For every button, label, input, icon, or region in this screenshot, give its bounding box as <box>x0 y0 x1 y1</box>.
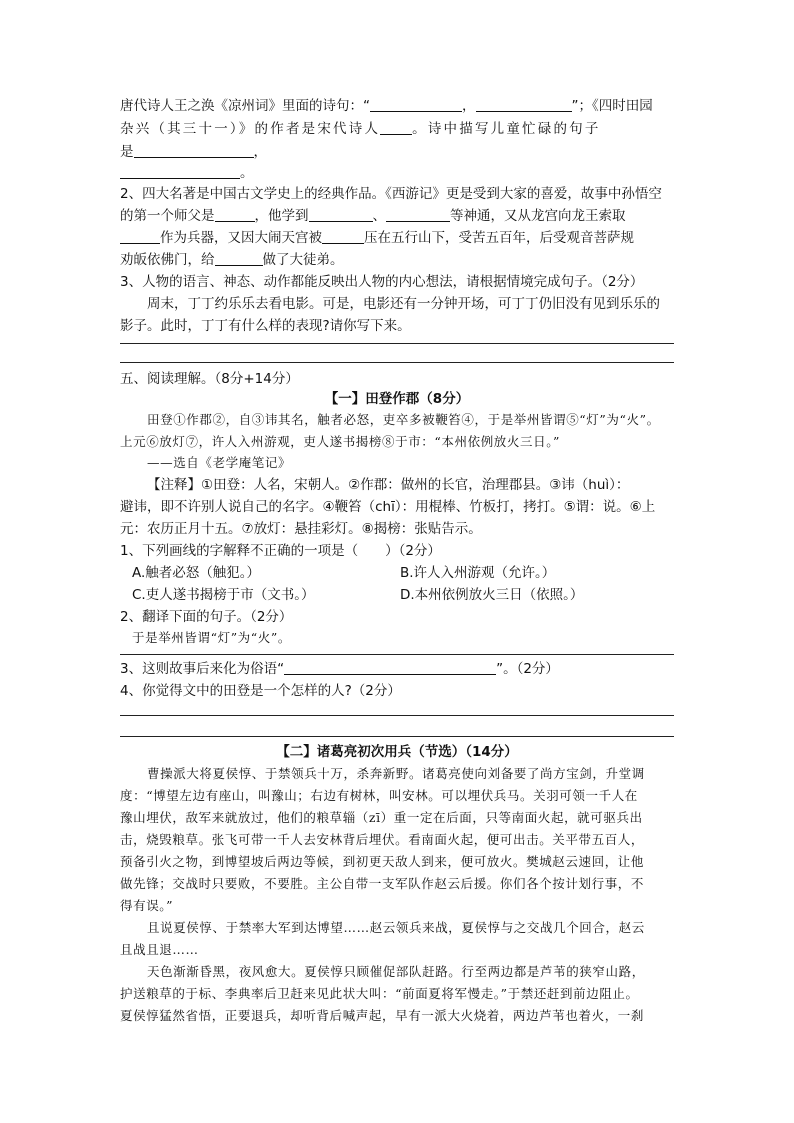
part1-title: 【一】田登作郡（8分） <box>324 391 470 407</box>
q1-line2 <box>120 119 601 139</box>
q2-line4 <box>120 250 344 270</box>
text: ，他学到 <box>254 208 309 224</box>
text: ， <box>253 144 267 160</box>
q3-scenario-cont: 影子。此时，丁丁有什么样的表现?请你写下来。 <box>120 318 411 334</box>
text: 。诗中描写儿童忙碌的句子 <box>412 121 601 137</box>
answer-blank[interactable] <box>120 164 240 179</box>
note-line: 元：农历正月十五。⑦放灯：悬挂彩灯。⑧揭榜：张贴告示。 <box>120 521 482 537</box>
q2-sentence: 于是举州皆谓“灯”为“火”。 <box>132 630 291 645</box>
q2-line1: 2、四大名著是中国古文学史上的经典作品。《西游记》更是受到大家的喜爱，故事中孙悟空 <box>120 186 662 202</box>
passage2-line: 豫山埋伏，敌军来就放过，他们的粮草辎（zī）重一定在后面，只等南面火起，就可驱兵出 <box>120 810 643 825</box>
text: 作为兵器，又因大闹天宫被 <box>160 230 322 246</box>
text: 、 <box>372 208 386 224</box>
answer-blank[interactable] <box>370 97 462 112</box>
q2-line3 <box>120 228 634 248</box>
note-line: 避讳，即不许别人说自己的名字。④鞭笞（chī）：用棍棒、竹板打，拷打。⑤谓：说。⑥上 <box>120 499 656 515</box>
part2-title: 【二】诸葛亮初次用兵（节选）（14分） <box>276 744 518 760</box>
option-b[interactable]: B.许人入州游观（允许。） <box>400 565 556 581</box>
q4-stem: 4、你觉得文中的田登是一个怎样的人?（2分） <box>120 683 401 699</box>
option-d[interactable]: D.本州依例放火三日（依照。） <box>400 587 584 603</box>
answer-blank[interactable] <box>284 660 496 675</box>
answer-blank[interactable] <box>476 97 572 112</box>
passage2-line: 夏侯惇猛然省悟，正要退兵，却听背后喊声起，早有一派大火烧着，两边芦苇也着火，一刹 <box>120 1008 645 1023</box>
answer-blank[interactable] <box>380 120 412 135</box>
answer-line[interactable] <box>120 654 674 655</box>
answer-line[interactable] <box>120 362 674 363</box>
answer-blank[interactable] <box>120 229 160 244</box>
text: ， <box>462 98 476 114</box>
passage2-line: 度：“博望左边有座山，叫豫山；右边有树林，叫安林。可以埋伏兵马。关羽可领一千人在 <box>120 788 638 803</box>
text: 。 <box>240 165 254 181</box>
text: ”。（2分） <box>496 661 559 677</box>
answer-line[interactable] <box>120 736 674 737</box>
passage2-line: 天色渐渐昏黑，夜风愈大。夏侯惇只顾催促部队赶路。行至两边都是芦苇的狭窄山路， <box>147 964 645 979</box>
answer-line[interactable] <box>120 343 674 344</box>
option-c[interactable]: C.吏人遂书揭榜于市（文书。） <box>132 587 315 603</box>
text: 杂兴（其三十一）》的作者是宋代诗人 <box>120 121 381 137</box>
answer-blank[interactable] <box>386 207 450 222</box>
answer-blank[interactable] <box>215 207 255 222</box>
answer-blank[interactable] <box>134 143 254 158</box>
passage-source: ——选自《老学庵笔记》 <box>147 455 292 470</box>
text: 3、这则故事后来化为俗语“ <box>120 661 285 677</box>
q3-stem <box>120 659 559 679</box>
q3-stem: 3、人物的语言、神态、动作都能反映出人物的内心想法，请根据情境完成句子。（2分） <box>120 274 644 290</box>
answer-blank[interactable] <box>215 251 263 266</box>
option-a[interactable]: A.触者必怒（触犯。） <box>132 565 261 581</box>
text: ”；《四时田园 <box>571 98 653 114</box>
text: 是 <box>120 144 134 160</box>
passage-line: 田登①作郡②，自③讳其名，触者必怒，吏卒多被鞭笞④，于是举州皆谓⑤“灯”为“火”。 <box>147 412 660 427</box>
section-heading: 五、阅读理解。（8分+14分） <box>120 371 299 387</box>
text: 劝皈依佛门，给 <box>120 252 215 268</box>
q2-stem: 2、翻译下面的句子。（2分） <box>120 609 293 625</box>
q1-stem: 1、下列画线的字解释不正确的一项是（ ）（2分） <box>120 543 441 559</box>
q2-line2 <box>120 206 626 226</box>
text: 的第一个师父是 <box>120 208 215 224</box>
passage-line: 上元⑥放灯⑦，许人入州游观，吏人遂书揭榜⑧于市：“本州依例放火三日。” <box>120 434 561 449</box>
q1-line4 <box>120 163 254 183</box>
answer-blank[interactable] <box>322 229 364 244</box>
text: 等神通，又从龙宫向龙王索取 <box>450 208 626 224</box>
answer-blank[interactable] <box>309 207 373 222</box>
passage2-line: 做先锋；交战时只要败，不要胜。主公自带一支军队作赵云后援。你们各个按计划行事，不 <box>120 876 645 891</box>
q1-line1 <box>120 96 653 116</box>
passage2-line: 曹操派大将夏侯惇、于禁领兵十万，杀奔新野。诸葛亮使向刘备要了尚方宝剑，升堂调 <box>147 766 645 781</box>
answer-line[interactable] <box>120 715 674 716</box>
text: 做了大徒弟。 <box>262 252 344 268</box>
passage2-line: 预备引火之物，到博望坡后两边等候，到初更天敌人到来，便可放火。樊城赵云速回，让他 <box>120 854 645 869</box>
q3-scenario: 周末，丁丁约乐乐去看电影。可是，电影还有一分钟开场，可丁丁仍旧没有见到乐乐的 <box>147 296 660 312</box>
passage2-line: 且说夏侯惇、于禁率大军到达博望……赵云领兵来战，夏侯惇与之交战几个回合，赵云 <box>147 920 645 935</box>
passage2-line: 得有误。” <box>120 898 174 913</box>
text: 压在五行山下，受苦五百年，后受观音菩萨规 <box>364 230 634 246</box>
passage2-line: 击，烧毁粮草。张飞可带一千人去安林背后埋伏。看南面火起，便可出击。关平带五百人， <box>120 832 645 847</box>
note-line: 【注释】①田登：人名，宋朝人。②作郡：做州的长官，治理郡县。③讳（huì）： <box>147 477 630 493</box>
q1-line3 <box>120 142 267 162</box>
passage2-line: 护送粮草的于标、李典率后卫赶来见此状大叫：“前面夏将军慢走。”于禁还赶到前边阻止。 <box>120 986 639 1001</box>
text: 唐代诗人王之涣《凉州词》里面的诗句：“ <box>120 98 370 114</box>
passage2-line: 且战且退…… <box>120 942 199 957</box>
